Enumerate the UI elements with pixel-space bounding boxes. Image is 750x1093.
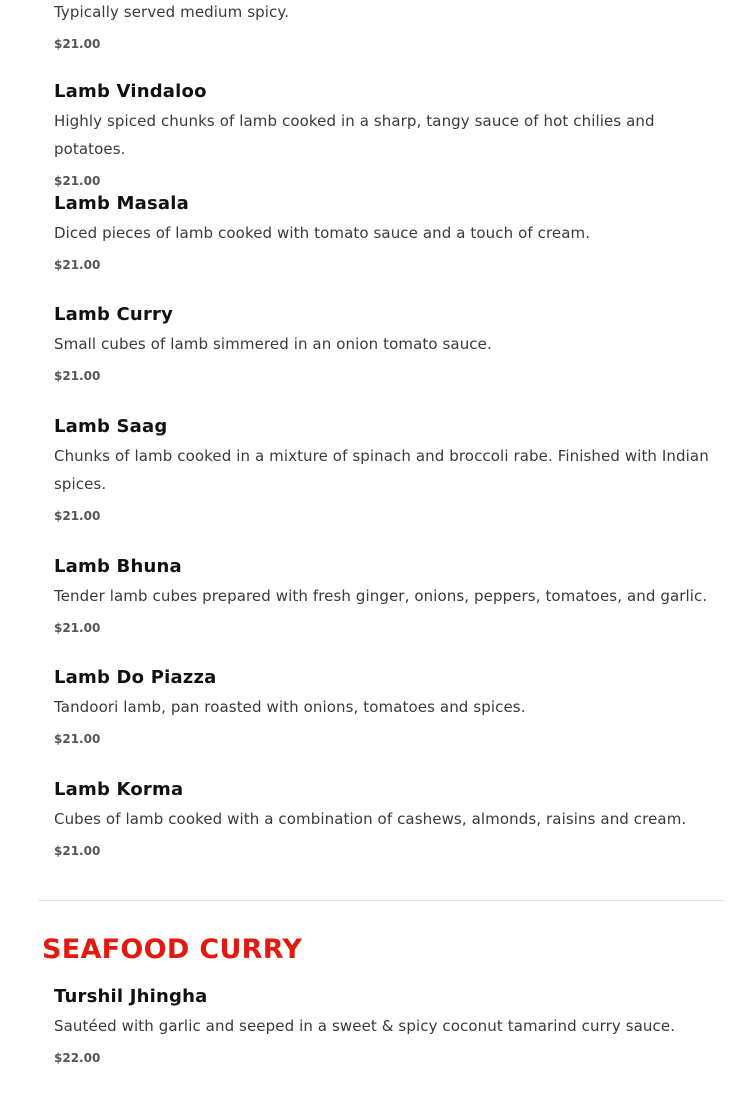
item-price: $21.00 xyxy=(54,174,101,188)
menu-item-lamb-vindaloo xyxy=(54,80,724,189)
item-name: Lamb Korma xyxy=(54,779,184,800)
section-divider xyxy=(38,900,725,901)
item-price: $21.00 xyxy=(54,37,101,51)
menu-item-lamb-curry xyxy=(54,303,724,384)
item-description: Typically served medium spicy. xyxy=(54,3,290,21)
menu-item-lamb-do-piazza xyxy=(54,666,724,747)
menu-item-lamb-bhuna xyxy=(54,555,724,636)
menu-item-lamb-masala xyxy=(54,192,724,273)
item-price: $21.00 xyxy=(54,509,101,523)
item-price: $21.00 xyxy=(54,844,101,858)
item-name: Lamb Saag xyxy=(54,416,168,437)
item-price: $21.00 xyxy=(54,621,101,635)
section-title-seafood-curry: SEAFOOD CURRY xyxy=(42,934,303,965)
item-description: Chunks of lamb cooked in a mixture of spinach and broccoli rabe. Finished with Indian spices. xyxy=(54,447,709,493)
item-description: Cubes of lamb cooked with a combination of cashews, almonds, raisins and cream. xyxy=(54,810,687,828)
item-description: Small cubes of lamb simmered in an onion tomato sauce. xyxy=(54,335,492,353)
menu-item-lamb-saag xyxy=(54,415,724,524)
item-name: Lamb Curry xyxy=(54,304,174,325)
item-name: Turshil Jhingha xyxy=(54,986,208,1007)
item-name: Lamb Masala xyxy=(54,193,189,214)
item-price: $21.00 xyxy=(54,369,101,383)
item-name: Lamb Vindaloo xyxy=(54,81,207,102)
menu-item-lamb-korma xyxy=(54,778,724,859)
menu-item-partial xyxy=(54,0,724,52)
item-name: Lamb Do Piazza xyxy=(54,667,217,688)
item-price: $22.00 xyxy=(54,1051,101,1065)
item-description: Highly spiced chunks of lamb cooked in a sharp, tangy sauce of hot chilies and potatoes. xyxy=(54,112,655,158)
item-description: Diced pieces of lamb cooked with tomato sauce and a touch of cream. xyxy=(54,224,591,242)
item-price: $21.00 xyxy=(54,258,101,272)
item-description: Sautéed with garlic and seeped in a sweet & spicy coconut tamarind curry sauce. xyxy=(54,1017,676,1035)
item-name: Lamb Bhuna xyxy=(54,556,182,577)
item-price: $21.00 xyxy=(54,732,101,746)
item-description: Tender lamb cubes prepared with fresh ginger, onions, peppers, tomatoes, and garlic. xyxy=(54,587,708,605)
menu-item-turshil-jhingha xyxy=(54,985,724,1066)
item-description: Tandoori lamb, pan roasted with onions, tomatoes and spices. xyxy=(54,698,526,716)
